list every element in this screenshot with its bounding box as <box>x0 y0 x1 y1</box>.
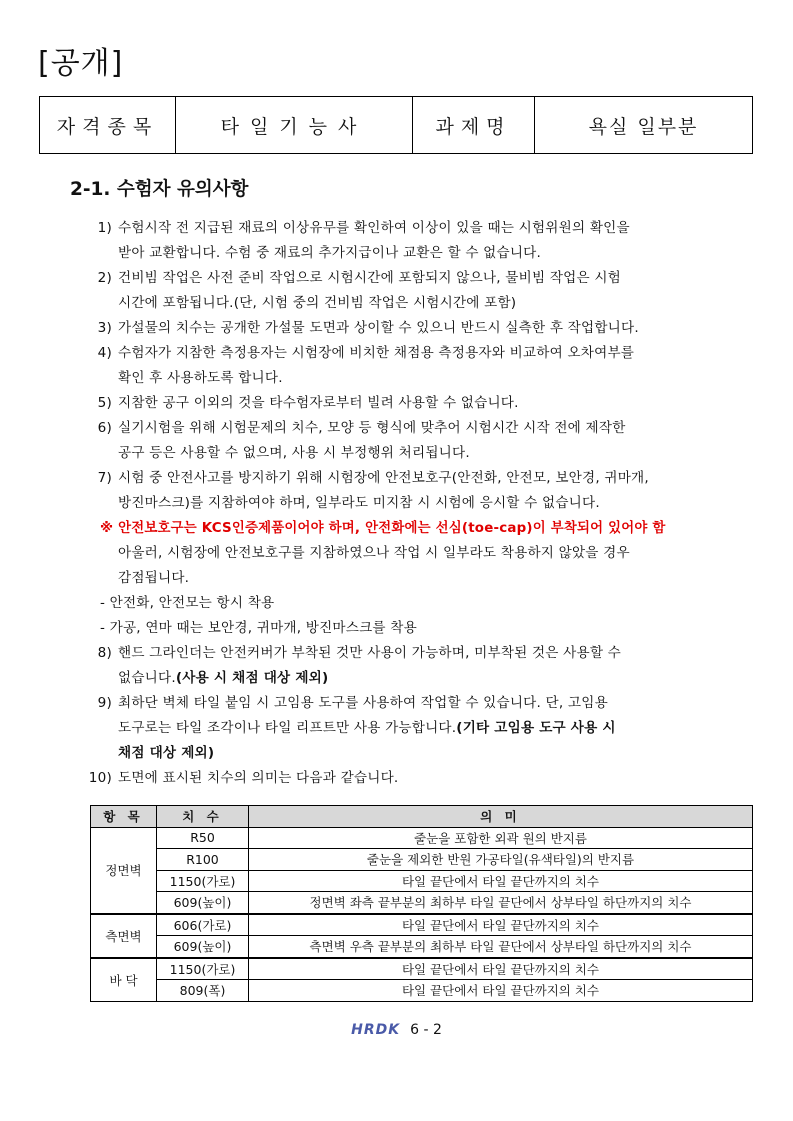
doc-classification-label: [공개] <box>38 46 124 81</box>
table-row: 바 닥 1150(가로) 타일 끝단에서 타일 끝단까지의 치수 <box>91 958 753 980</box>
list-item-cont: 도구로는 타일 조각이나 타일 리프트만 사용 가능합니다.(기타 고임용 도구 사용 시 <box>118 720 616 736</box>
task-label: 과제명 <box>413 97 535 153</box>
table-header-row <box>91 806 753 828</box>
group-cell: 바 닥 <box>91 958 157 1002</box>
col-header: 항 목 <box>91 806 157 828</box>
list-item: 5) 지참한 공구 이외의 것을 타수험자로부터 빌려 사용할 수 없습니다. <box>97 395 519 411</box>
dimension-table <box>90 805 753 1002</box>
hrdk-logo: HRDK <box>351 1022 401 1038</box>
col-header: 치 수 <box>157 806 249 828</box>
list-item-cont: 없습니다.(사용 시 채점 대상 제외) <box>118 670 329 686</box>
table-row: 측면벽 606(가로) 타일 끝단에서 타일 끝단까지의 치수 <box>91 914 753 936</box>
list-item: 7) 시험 중 안전사고를 방지하기 위해 시험장에 안전보호구(안전화, 안전모, 보안경, 귀마개, <box>97 470 649 486</box>
list-item: 9) 최하단 벽체 타일 붙임 시 고임용 도구를 사용하여 작업할 수 있습니다. 단, 고임용 <box>97 695 608 711</box>
list-item: 3) 가설물의 치수는 공개한 가설물 도면과 상이할 수 있으니 반드시 실측한 후 작업합니다. <box>97 320 639 336</box>
list-item: 10) 도면에 표시된 치수의 의미는 다음과 같습니다. <box>88 770 399 786</box>
list-item-cont: 공구 등은 사용할 수 없으며, 사용 시 부정행위 처리됩니다. <box>118 445 470 461</box>
field-value: 타일기능사 <box>176 97 413 153</box>
page-footer <box>0 1022 793 1038</box>
list-item-cont: 감점됩니다. <box>118 570 190 586</box>
section-title: 2-1. 수험자 유의사항 <box>70 179 249 200</box>
bold-note: (사용 시 채점 대상 제외) <box>175 670 329 686</box>
exam-header-table <box>39 96 753 154</box>
table-row: 609(높이) 측면벽 우측 끝부분의 최하부 타일 끝단에서 상부타일 하단까지의 치수 <box>91 936 753 958</box>
col-header: 의 미 <box>249 806 753 828</box>
list-item: 6) 실기시험을 위해 시험문제의 치수, 모양 등 형식에 맞추어 시험시간 시작 전에 제작한 <box>97 420 626 436</box>
list-item-cont <box>78 741 758 766</box>
group-cell: 정면벽 <box>91 827 157 914</box>
list-item: 1) 수험시작 전 지급된 재료의 이상유무를 확인하여 이상이 있을 때는 시험위원의 확인을 <box>97 220 630 236</box>
table-row: 1150(가로) 타일 끝단에서 타일 끝단까지의 치수 <box>91 870 753 892</box>
bold-note: (기타 고임용 도구 사용 시 <box>456 720 616 736</box>
task-value: 욕실 일부분 <box>588 115 699 138</box>
table-row: 정면벽 R50 줄눈을 포함한 외곽 원의 반지름 <box>91 827 753 849</box>
list-item: 2) 건비빔 작업은 사전 준비 작업으로 시험시간에 포함되지 않으나, 물비빔 작업은 시험 <box>97 270 622 286</box>
safety-warning: ※ 안전보호구는 KCS인증제품이어야 하며, 안전화에는 선심(toe-cap)이 부착되어 있어야 함 <box>100 521 666 536</box>
list-item-cont: 확인 후 사용하도록 합니다. <box>118 370 283 386</box>
table-row: R100 줄눈을 제외한 반원 가공타일(유색타일)의 반지름 <box>91 849 753 871</box>
list-item: 8) 핸드 그라인더는 안전커버가 부착된 것만 사용이 가능하며, 미부착된 것은 사용할 수 <box>97 645 622 661</box>
group-cell: 측면벽 <box>91 914 157 958</box>
list-item: 4) 수험자가 지참한 측정용자는 시험장에 비치한 채점용 측정용자와 비교하여 오차여부를 <box>97 345 635 361</box>
list-item-cont: 아울러, 시험장에 안전보호구를 지참하였으나 작업 시 일부라도 착용하지 않았을 경우 <box>118 545 630 561</box>
field-label: 자격종목 <box>40 97 176 153</box>
notice-list <box>78 216 758 791</box>
table-row: 609(높이) 정면벽 좌측 끝부분의 최하부 타일 끝단에서 상부타일 하단까지의 치수 <box>91 892 753 914</box>
list-item-cont: 받아 교환합니다. 수험 중 재료의 추가지급이나 교환은 할 수 없습니다. <box>118 245 542 261</box>
dash-item: - 가공, 연마 때는 보안경, 귀마개, 방진마스크를 착용 <box>100 620 417 636</box>
list-item-cont: 시간에 포함됩니다.(단, 시험 중의 건비빔 작업은 시험시간에 포함) <box>118 295 517 311</box>
page-number: 6 - 2 <box>410 1022 442 1038</box>
dash-item: - 안전화, 안전모는 항시 착용 <box>100 595 275 611</box>
table-row: 809(폭) 타일 끝단에서 타일 끝단까지의 치수 <box>91 980 753 1002</box>
list-item-cont: 방진마스크)를 지참하여야 하며, 일부라도 미지참 시 시험에 응시할 수 없습니다. <box>118 495 600 511</box>
bold-note: 채점 대상 제외) <box>118 745 215 761</box>
